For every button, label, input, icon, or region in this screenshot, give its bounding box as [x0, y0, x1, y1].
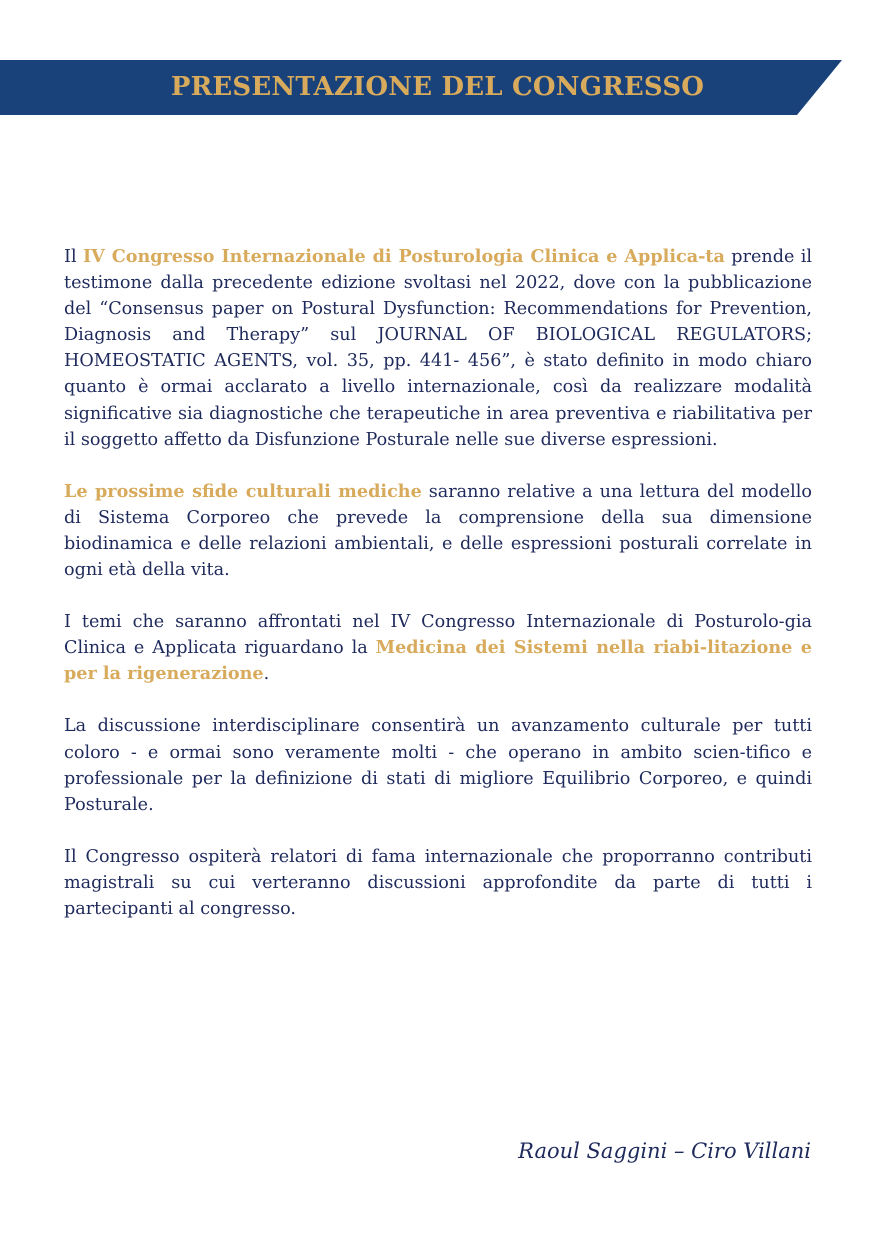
challenges-highlight: Le prossime sfide culturali mediche — [64, 480, 422, 502]
paragraph-1-text: prende il testimone dalla precedente edizione svoltasi nel 2022, dove con la pubblicazione del “Consensus paper on Postural Dysfunction: Recommendations for Prevention, Diagnosis and Therapy” sul JOURNAL OF BIOLOGICAL REGULATORS; HOMEOSTATIC AGENTS, vol. 35, pp. 441- 456”, è stato definito in modo chiaro quanto è ormai acclarato a livello internazionale, così da realizzare modalità significative sia diagnostiche che terapeutiche in area preventiva e riabilitativa per il soggetto affetto da Disfunzione Posturale nelle sue diverse espressioni. — [64, 247, 813, 450]
signature: Raoul Saggini – Ciro Villani — [518, 1139, 811, 1163]
paragraph-3 — [64, 609, 812, 687]
paragraph-5-text: Il Congresso ospiterà relatori di fama internazionale che proporranno contributi magistrali su cui verteranno discussioni approfondite da parte di tutti i partecipanti al congresso. — [64, 846, 812, 919]
paragraph-2-text: saranno relative a una lettura del modello di Sistema Corporeo che prevede la comprensione della sua dimensione biodinamica e delle relazioni ambientali, e delle espressioni posturali correlate in ogni età della vita. — [64, 481, 812, 581]
paragraph-3-text: I temi che saranno affrontati nel IV Congresso Internazionale di Posturolo-gia Clinica e Applicata riguardano la — [64, 612, 812, 659]
paragraph-5 — [64, 844, 812, 922]
paragraph-4-text: La discussione interdisciplinare consentirà un avanzamento culturale per tutti coloro - e ormai sono veramente molti - che operano in ambito scien-tifico e professionale per la definizione di stati di migliore Equilibrio Corporeo, e quindi Posturale. — [64, 716, 812, 815]
paragraph-1 — [64, 244, 812, 453]
systems-medicine-highlight: Medicina dei Sistemi nella riabi-litazione e per la rigenerazione — [64, 637, 812, 685]
paragraph-3-end: . — [263, 664, 270, 685]
paragraph-4 — [64, 713, 812, 817]
paragraph-2 — [64, 479, 812, 583]
header-band — [0, 60, 842, 115]
body-text — [64, 244, 812, 948]
congress-name-highlight: IV Congresso Internazionale di Posturologia Clinica e Applica-ta — [82, 246, 725, 267]
page-title: PRESENTAZIONE DEL CONGRESSO — [170, 72, 705, 102]
paragraph-1-intro: Il — [64, 247, 83, 267]
